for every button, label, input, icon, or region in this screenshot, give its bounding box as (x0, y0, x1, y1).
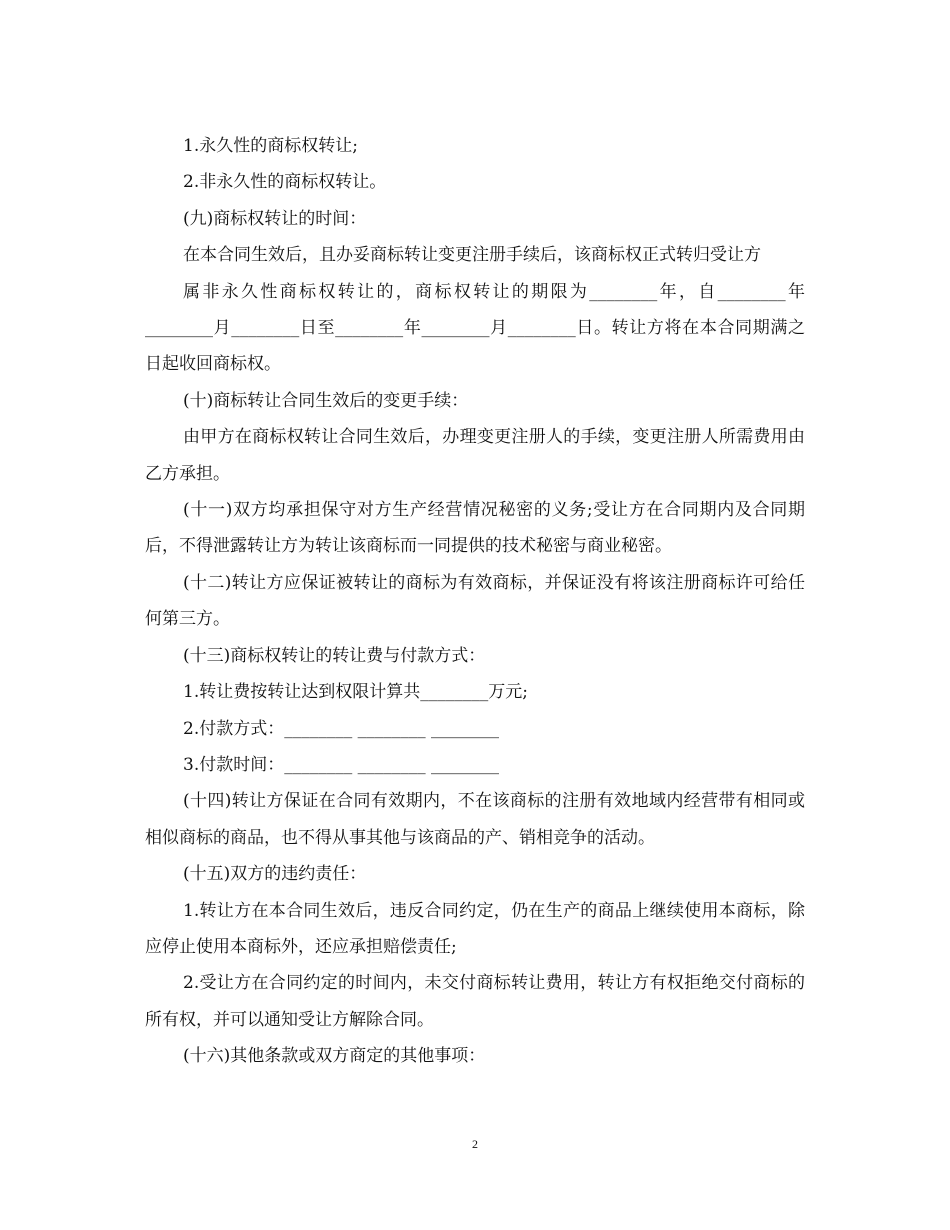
paragraph-section-12: (十二)转让方应保证被转让的商标为有效商标，并保证没有将该注册商标许可给任何第三方。 (145, 572, 805, 630)
paragraph-section-13-payment-method: 2.付款方式：________ ________ ________ (183, 718, 500, 739)
paragraph-section-13-payment-time: 3.付款时间：________ ________ ________ (183, 754, 500, 775)
document-body (145, 128, 805, 1075)
paragraph-section-15-transferor-breach: 1.转让方在本合同生效后，违反合同约定，仍在生产的商品上继续使用本商标，除应停止使用本商标外，还应承担赔偿责任; (145, 900, 805, 957)
paragraph-section-15-transferee-breach: 2.受让方在合同约定的时间内，未交付商标转让费用，转让方有权拒绝交付商标的所有权，并可以通知受让方解除合同。 (145, 973, 805, 1030)
paragraph-section-15-heading: (十五)双方的违约责任： (183, 864, 367, 885)
page-number: 2 (472, 1137, 478, 1151)
paragraph-section-13-fee: 1.转让费按转让达到权限计算共________万元; (183, 682, 528, 703)
paragraph-section-10-body: 由甲方在商标权转让合同生效后，办理变更注册人的手续，变更注册人所需费用由乙方承担。 (145, 427, 805, 484)
paragraph-section-11: (十一)双方均承担保守对方生产经营情况秘密的义务;受让方在合同期内及合同期后，不得泄露转让方为转让该商标而一同提供的技术秘密与商业秘密。 (145, 500, 805, 557)
paragraph-section-13-heading: (十三)商标权转让的转让费与付款方式： (183, 645, 486, 666)
paragraph-section-9-heading: (九)商标权转让的时间： (183, 208, 367, 229)
paragraph-section-14: (十四)转让方保证在合同有效期内，不在该商标的注册有效地域内经营带有相同或相似商标的商品，也不得从事其他与该商品的产、销相竞争的活动。 (145, 791, 805, 848)
paragraph-section-16-heading: (十六)其他条款或双方商定的其他事项： (183, 1046, 486, 1067)
paragraph-section-10-heading: (十)商标转让合同生效后的变更手续： (183, 390, 469, 411)
paragraph-section-9-effective: 在本合同生效后，且办妥商标转让变更注册手续后，该商标权正式转归受让方 (183, 245, 761, 266)
paragraph-section-9-term: 属非永久性商标权转让的，商标权转让的期限为________年，自________年________月________日至________年________月________日。转让方将在本合同期满之日起收回商标权。 (145, 281, 805, 375)
paragraph-transfer-type-nonpermanent: 2.非永久性的商标权转让。 (183, 172, 387, 193)
paragraph-transfer-type-permanent: 1.永久性的商标权转让; (183, 136, 358, 156)
